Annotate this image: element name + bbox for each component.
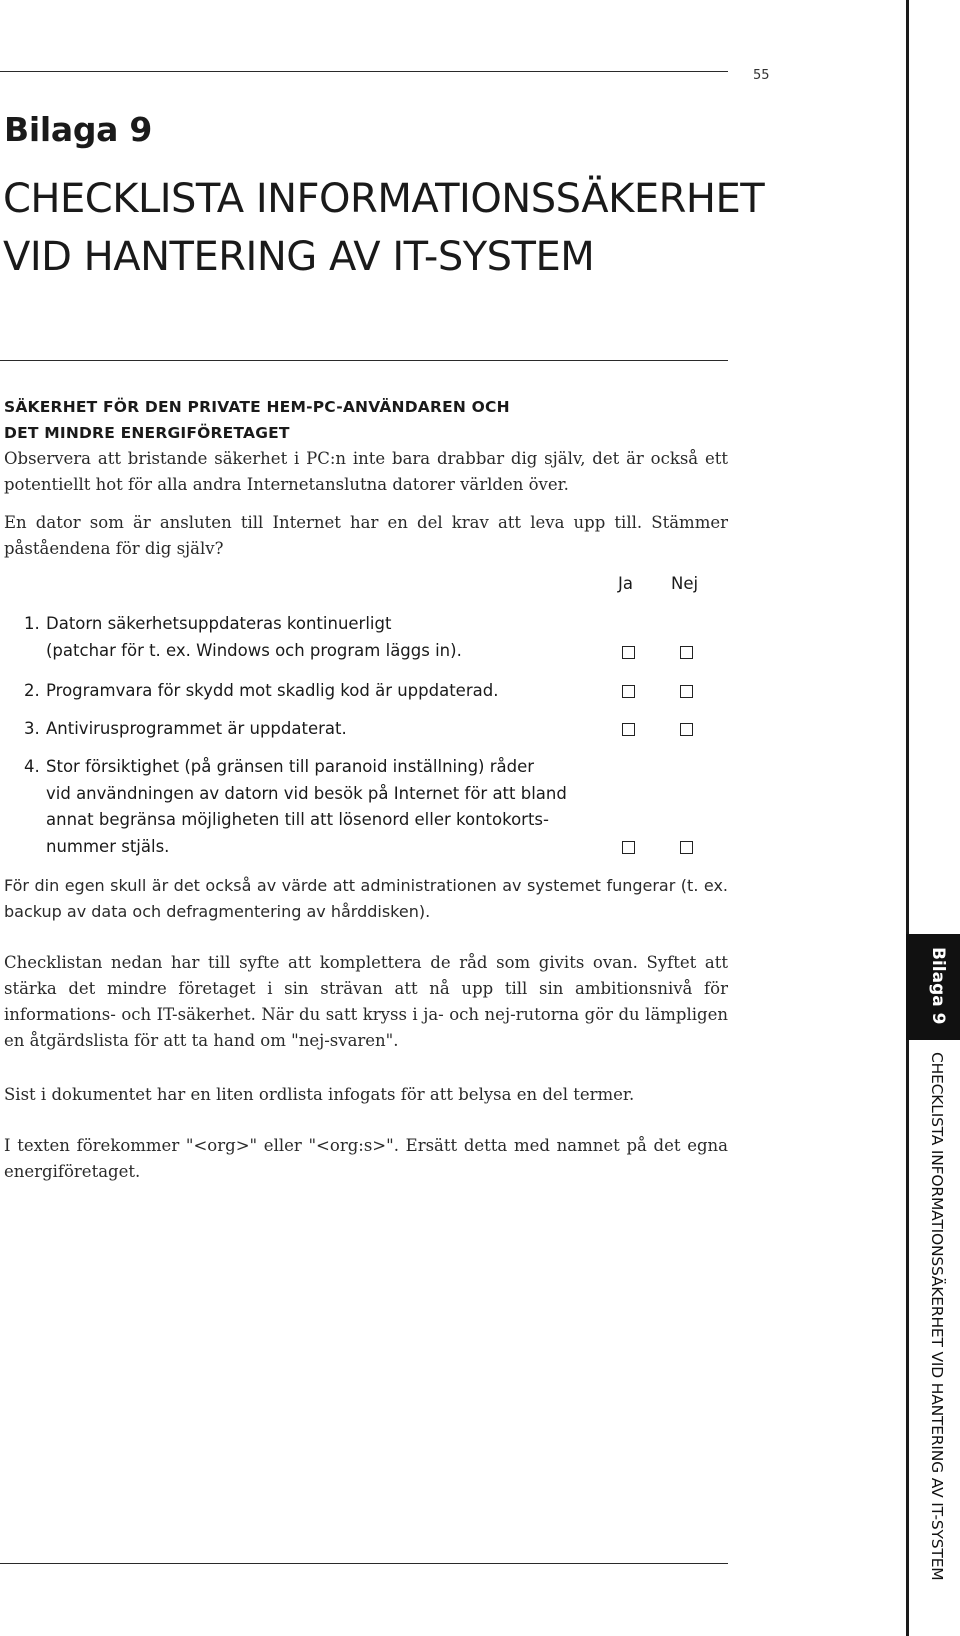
bottom-rule: [0, 1563, 728, 1564]
no-checkbox-2[interactable]: [680, 685, 693, 698]
top-rule: [0, 71, 728, 72]
intro-paragraph: Observera att bristande säkerhet i PC:n inte bara drabbar dig själv, det är också ett potentiellt hot för alla andra Internetanslutna datorer världen över.: [4, 449, 728, 494]
yes-column-header: Ja: [618, 574, 633, 593]
item-text-line: Programvara för skydd mot skadlig kod är uppdaterad.: [46, 681, 499, 700]
yes-checkbox-1[interactable]: [622, 646, 635, 659]
sidebar-edge-line: [906, 0, 909, 1636]
checklist-item-2: [24, 678, 498, 705]
item-text-line: Antivirusprogrammet är uppdaterat.: [46, 719, 347, 738]
item-text-line: Datorn säkerhetsuppdateras kontinuerligt: [46, 614, 392, 633]
no-checkbox-1[interactable]: [680, 646, 693, 659]
item-text-line: annat begränsa möjligheten till att lösenord eller kontokorts-: [46, 810, 549, 829]
sidebar-title: CHECKLISTA INFORMATIONSSÄKERHET VID HANTERING AV IT-SYSTEM: [928, 1052, 946, 1581]
org-note-paragraph: I texten förekommer "<org>" eller "<org:s>". Ersätt detta med namnet på det egna energiföretaget.: [4, 1136, 728, 1181]
item-number: 3.: [24, 719, 40, 738]
glossary-paragraph: Sist i dokumentet har en liten ordlista infogats för att belysa en del termer.: [4, 1085, 635, 1104]
title-line-2: VID HANTERING AV IT-SYSTEM: [3, 234, 595, 280]
item-text-line: (patchar för t. ex. Windows och program läggs in).: [46, 640, 462, 660]
item-number: 4.: [24, 757, 40, 776]
no-checkbox-4[interactable]: [680, 841, 693, 854]
page-title: [3, 170, 764, 286]
purpose-paragraph: Checklistan nedan har till syfte att komplettera de råd som givits ovan. Syftet att stärka det mindre företaget i sin strävan att nå upp till sin ambitionsnivå för informations- och IT-säkerhet. När du satt kryss i ja- och nej-rutorna gör du lämpligen en åtgärdslista för att ta hand om "nej-svaren".: [4, 953, 728, 1050]
section-heading-line-1: SÄKERHET FÖR DEN PRIVATE HEM-PC-ANVÄNDAREN OCH: [4, 398, 510, 416]
item-number: 1.: [24, 614, 40, 633]
page-number: 55: [753, 68, 770, 83]
admin-paragraph: För din egen skull är det också av värde att administrationen av systemet fungerar (t. ex. backup av data och defragmentering av hårddisken).: [4, 876, 728, 921]
yes-checkbox-3[interactable]: [622, 723, 635, 736]
section-heading: [4, 394, 510, 446]
no-checkbox-3[interactable]: [680, 723, 693, 736]
title-line-1: CHECKLISTA INFORMATIONSSÄKERHET: [3, 176, 765, 222]
no-column-header: Nej: [671, 574, 699, 593]
item-number: 2.: [24, 681, 40, 700]
section-rule: [0, 360, 728, 361]
item-text-line: vid användningen av datorn vid besök på Internet för att bland: [46, 783, 567, 803]
section-heading-line-2: DET MINDRE ENERGIFÖRETAGET: [4, 424, 290, 442]
question-paragraph: En dator som är ansluten till Internet har en del krav att leva upp till. Stämmer påståendena för dig själv?: [4, 513, 728, 558]
yes-checkbox-2[interactable]: [622, 685, 635, 698]
item-text-line: nummer stjäls.: [46, 836, 170, 856]
yes-checkbox-4[interactable]: [622, 841, 635, 854]
item-text-line: Stor försiktighet (på gränsen till paranoid inställning) råder: [46, 757, 535, 776]
checklist-item-3: [24, 716, 347, 743]
appendix-tab-label: Bilaga 9: [928, 947, 948, 1025]
appendix-label: Bilaga 9: [4, 110, 152, 149]
checklist-item-4: [24, 754, 567, 860]
checklist-item-1: [24, 611, 462, 664]
